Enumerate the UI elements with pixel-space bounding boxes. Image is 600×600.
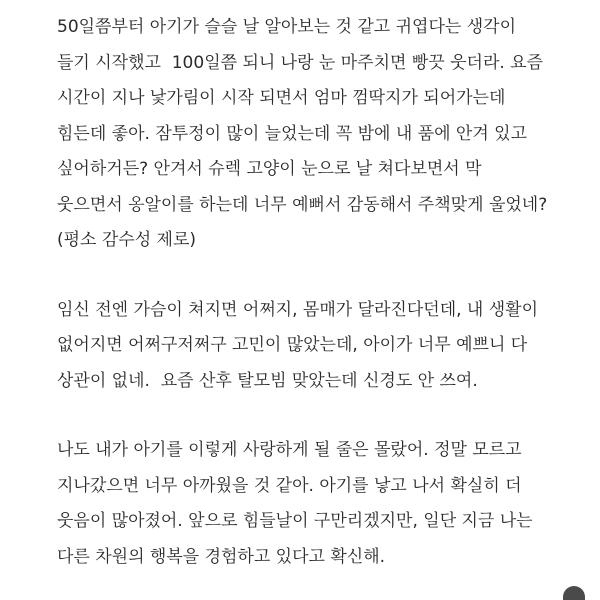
text-line: 없어지면 어쩌구저쩌구 고민이 많았는데, 아이가 너무 예쁘니 다 [57,335,528,355]
text-line: 지나갔으면 너무 아까웠을 것 같아. 아기를 낳고 나서 확실히 더 [57,475,522,496]
text-line: 다른 차원의 행복을 경험하고 있다고 확신해. [57,546,386,567]
paragraph-2 [57,293,580,400]
paragraph-3 [57,433,580,575]
text-line: 상관이 없네. 요즘 산후 탈모빔 맞았는데 신경도 안 쓰여. [57,370,478,391]
text-line: (평소 감수성 제로) [57,230,197,250]
text-line: 시간이 지나 낯가림이 시작 되면서 엄마 껌딱지가 되어가는데 [57,88,506,108]
text-line: 들기 시작했고 100일쯤 되니 나랑 눈 마주치면 빵끗 웃더라. 요즘 [57,52,544,73]
paragraph-1 [57,10,580,259]
text-line: 나도 내가 아기를 이렇게 사랑하게 될 줄은 몰랐어. 정말 모르고 [57,440,522,460]
text-line: 힘든데 좋아. 잠투정이 많이 늘었는데 꼭 밤에 내 품에 안겨 있고 [57,123,527,144]
text-line: 임신 전엔 가슴이 쳐지면 어쩌지, 몸매가 달라진다던데, 내 생활이 [57,299,539,320]
text-line: 웃으면서 옹알이를 하는데 너무 예뻐서 감동해서 주책맞게 울었네? [57,194,548,215]
text-line: 웃음이 많아졌어. 앞으로 힘들날이 구만리겠지만, 일단 지금 나는 [57,511,533,531]
text-line: 싶어하거든? 안겨서 슈렉 고양이 눈으로 날 쳐다보면서 막 [57,159,482,179]
text-line: 50일쯤부터 아기가 슬슬 날 알아보는 것 같고 귀엽다는 생각이 [57,17,516,37]
